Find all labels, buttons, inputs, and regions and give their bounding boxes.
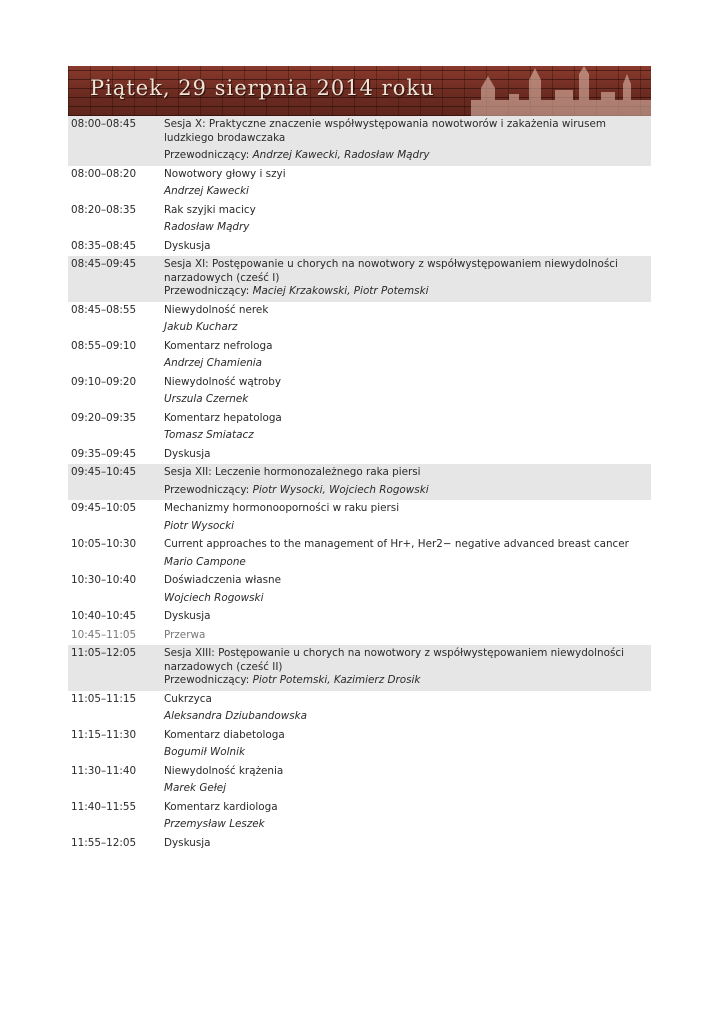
chairs-names: Andrzej Kawecki, Radosław Mądry — [252, 149, 430, 161]
chairs-names: Maciej Krzakowski, Piotr Potemski — [252, 285, 429, 297]
item-title: Rak szyjki macicy — [164, 203, 256, 216]
item-title: Komentarz nefrologa — [164, 339, 273, 352]
time-slot: 10:30–10:40 — [71, 574, 137, 586]
speaker-name: Marek Gełej — [164, 782, 227, 794]
chairs-label: Przewodniczący: — [164, 285, 250, 297]
row-content — [164, 572, 651, 608]
time-slot: 10:05–10:30 — [71, 538, 137, 550]
speaker-name: Jakub Kucharz — [164, 321, 238, 333]
row-content — [164, 202, 651, 238]
time-slot: 09:45–10:45 — [71, 466, 137, 478]
program-row — [68, 608, 651, 627]
item-title: Dyskusja — [164, 239, 211, 252]
banner-title: Piątek, 29 sierpnia 2014 roku — [90, 76, 435, 100]
session-row — [68, 256, 651, 302]
row-content — [164, 166, 651, 202]
session-title: Sesja XI: Postępowanie u chorych na nowotwory z współwystępowaniem niewydolności narzadowych (cześć I) — [164, 258, 618, 284]
chairs-names: Piotr Wysocki, Wojciech Rogowski — [252, 483, 429, 496]
time-slot: 11:40–11:55 — [71, 800, 137, 813]
item-title: Komentarz hepatologa — [164, 411, 282, 424]
speaker-name: Wojciech Rogowski — [164, 591, 264, 604]
chairs-names: Piotr Potemski, Kazimierz Drosik — [252, 674, 421, 686]
program-row — [68, 202, 651, 238]
row-content — [164, 500, 651, 536]
day-banner — [68, 66, 651, 116]
speaker-name: Przemysław Leszek — [164, 818, 265, 830]
time-slot: 11:55–12:05 — [71, 836, 137, 849]
time-slot: 09:20–09:35 — [71, 411, 137, 424]
time-slot: 08:00–08:20 — [71, 167, 137, 180]
program-row — [68, 691, 651, 727]
time-slot: 08:20–08:35 — [71, 203, 137, 216]
row-content — [164, 464, 651, 500]
program-row — [68, 374, 651, 410]
break-row — [68, 627, 651, 646]
row-content — [164, 374, 651, 410]
program-row — [68, 799, 651, 835]
item-title: Komentarz kardiologa — [164, 800, 278, 813]
chairs-label: Przewodniczący: — [164, 149, 250, 161]
time-slot: 08:00–08:45 — [71, 118, 137, 130]
time-slot: 09:10–09:20 — [71, 375, 137, 388]
speaker-name: Andrzej Chamienia — [164, 357, 263, 369]
row-content — [164, 410, 651, 446]
program-row — [68, 500, 651, 536]
item-title: Przerwa — [164, 628, 206, 641]
session-row — [68, 116, 651, 166]
session-title: Sesja X: Praktyczne znaczenie współwystępowania nowotworów i zakażenia wirusem ludzkiego brodawczaka — [164, 118, 607, 144]
item-title: Nowotwory głowy i szyi — [164, 167, 286, 180]
item-title: Niewydolność wątroby — [164, 375, 281, 388]
program-row — [68, 446, 651, 465]
row-content — [164, 763, 651, 799]
item-title: Niewydolność krążenia — [164, 764, 284, 777]
time-slot: 11:05–11:15 — [71, 692, 137, 705]
row-content — [164, 727, 651, 763]
item-title: Mechanizmy hormonooporności w raku piersi — [164, 502, 400, 514]
program-row — [68, 338, 651, 374]
time-slot: 08:45–09:45 — [71, 258, 137, 270]
chairs-label: Przewodniczący: — [164, 483, 250, 496]
row-content — [164, 645, 651, 691]
chairs-line — [164, 674, 647, 688]
chairs-line — [164, 285, 647, 299]
time-slot: 11:15–11:30 — [71, 728, 137, 741]
item-title: Dyskusja — [164, 447, 211, 460]
time-slot: 08:35–08:45 — [71, 239, 137, 252]
row-content — [164, 799, 651, 835]
session-title: Sesja XIII: Postępowanie u chorych na nowotwory z współwystępowaniem niewydolności narzadowych (cześć II) — [164, 647, 624, 673]
row-content — [164, 835, 651, 854]
item-title: Cukrzyca — [164, 692, 212, 705]
chairs-line — [164, 484, 647, 498]
city-skyline-image — [451, 66, 651, 116]
row-content — [164, 116, 651, 166]
time-slot: 11:30–11:40 — [71, 764, 137, 777]
speaker-name: Tomasz Smiatacz — [164, 429, 254, 441]
time-slot: 09:45–10:05 — [71, 502, 137, 514]
program-row — [68, 835, 651, 854]
item-title: Current approaches to the management of Hr+, Her2− negative advanced breast cancer — [164, 538, 629, 550]
speaker-name: Bogumił Wolnik — [164, 746, 245, 758]
row-content — [164, 302, 651, 338]
row-content — [164, 691, 651, 727]
program-row — [68, 238, 651, 257]
session-row — [68, 464, 651, 500]
program-row — [68, 536, 651, 572]
row-content — [164, 608, 651, 627]
speaker-name: Radosław Mądry — [164, 221, 250, 233]
row-content — [164, 338, 651, 374]
item-title: Niewydolność nerek — [164, 303, 269, 316]
program-row — [68, 302, 651, 338]
speaker-name: Piotr Wysocki — [164, 519, 234, 532]
speaker-name: Andrzej Kawecki — [164, 185, 249, 197]
program-row — [68, 763, 651, 799]
row-content — [164, 256, 651, 302]
speaker-name: Aleksandra Dziubandowska — [164, 710, 308, 722]
chairs-label: Przewodniczący: — [164, 674, 250, 686]
program-row — [68, 727, 651, 763]
session-title: Sesja XII: Leczenie hormonozależnego raka piersi — [164, 466, 421, 478]
time-slot: 08:55–09:10 — [71, 339, 137, 352]
time-slot: 09:35–09:45 — [71, 447, 137, 460]
speaker-name: Mario Campone — [164, 555, 246, 568]
row-content — [164, 238, 651, 257]
item-title: Dyskusja — [164, 836, 211, 849]
row-content — [164, 536, 651, 572]
item-title: Doświadczenia własne — [164, 574, 282, 586]
time-slot: 11:05–12:05 — [71, 647, 137, 659]
time-slot: 08:45–08:55 — [71, 303, 137, 316]
chairs-line — [164, 149, 647, 163]
program-row — [68, 572, 651, 608]
session-row — [68, 645, 651, 691]
time-slot: 10:40–10:45 — [71, 610, 137, 622]
speaker-name: Urszula Czernek — [164, 393, 249, 405]
item-title: Komentarz diabetologa — [164, 728, 285, 741]
program-row — [68, 166, 651, 202]
schedule-table — [68, 116, 651, 853]
program-row — [68, 410, 651, 446]
item-title: Dyskusja — [164, 610, 211, 622]
row-content — [164, 446, 651, 465]
time-slot: 10:45–11:05 — [71, 628, 137, 641]
row-content — [164, 627, 651, 646]
